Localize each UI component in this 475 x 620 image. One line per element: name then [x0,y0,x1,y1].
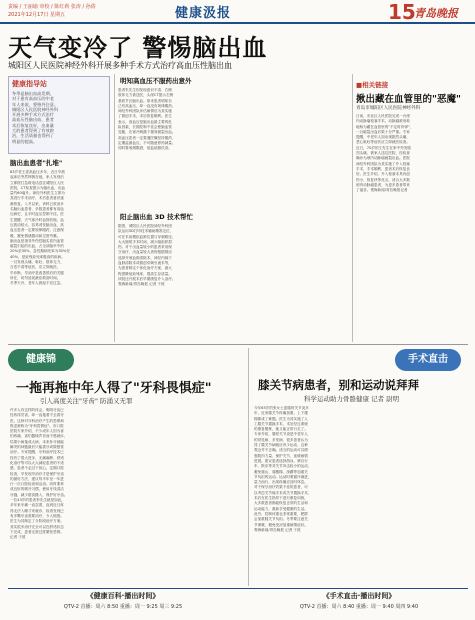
text-line: 量约60毫升。神经外科医生立即为 [10,191,65,196]
text-line: 的康复锻炼，她又能正常行走了。 [254,427,308,432]
text-line: 解决的问题最后只能拔牙或做根管 [10,445,64,450]
health-body [10,408,242,584]
column-divider [248,348,249,586]
text-line: 大的患者得到了有效救 [12,128,54,134]
text-line: 对于保守治疗效果不佳的患者，可 [254,485,308,490]
issue-date: 2021年12月17日 星期五 [8,12,66,18]
text-line: 量力而行，出现疼痛应及时休息。 [254,480,308,485]
section-body-1 [10,170,110,342]
text-line: 对于患有高血压的中老 [12,96,54,102]
text-line: 许多人有这样的体会，明明牙齿已 [10,408,64,412]
text-line: 烈头痛，被家人送往医院，经检查 [356,151,410,156]
main-subheadline: 城阳区人民医院神经外科开展多种手术方式治疗高血压性脑出血 [8,61,232,70]
text-line: 一位43岁的患者李先生就是如此， [10,498,65,503]
footer-left-title: 《健康百科·播出时间》 [86,592,160,600]
page-header [0,0,475,24]
text-line: 开展多种手术方式治疗 [12,112,54,118]
section-divider [8,344,468,345]
sidebar-headline: 揪出藏在血管里的"恶魔" [356,94,461,105]
editor-line: 责编 / 王丽瑜 审校 / 陈红莉 张涛 / 孙倩 [8,4,96,10]
text-line: 医。这种对牙科治疗产生的恐惧和 [10,418,64,423]
text-line: 其实很多治疗完全可以在舒适状态 [10,524,64,529]
section-title-1: 脑出血患者"扎堆" [10,159,63,167]
text-line: 好。医生介绍，介入栓塞术具有创 [356,172,410,177]
text-line: 强肌肉力量，保护关节，延缓病情 [254,453,308,458]
text-line: 得无法入睡才来就诊，检查发现已 [10,508,64,513]
text-line: 20%至30%，急性期病死率为30%至 [10,249,70,254]
text-line: 所在，切勿延误最佳救治时间。 [10,275,61,280]
text-line: 早诊断、早治疗是改善预后的关键 [10,270,64,275]
text-line: 一旦发现头痛、呕吐、肢体无力、 [10,260,64,265]
text-line: 脑出血是指非外伤性脑实质内血管 [10,238,64,243]
text-line: 城阳区人民医院神经外科 [12,106,59,112]
text-line: 程度降低致残率，提高生存质量。 [118,271,172,276]
text-line: 内动脉瘤栓塞手术。动脉瘤被形象 [356,119,410,124]
text-line: 感，患者不必过于担心。定期口腔 [10,466,64,471]
text-line: 选择开颅血肿清除术、神经内镜下 [118,255,172,260]
text-line: 伤。对于出血量较小的患者采用保 [118,245,172,250]
text-line: 下完成，患者无需过度紧张恐惧。 [10,529,64,534]
footer-left [8,591,238,610]
text-line: 观海新闻/青岛晚报 记者 于波 [118,282,165,287]
sidebar-subheadline: 青岛市城阳区人民医院神经外科 [356,106,421,111]
text-line: 险因素，长期控制不佳会使脑血管 [118,125,172,130]
text-line: 治疗。专家提醒，牙科治疗技术已 [10,450,64,455]
text-line: 手术，手术顺利，患者术后恢复良 [356,166,410,171]
text-line: 表示，高血压是脑出血最主要的危 [118,119,172,124]
text-line: 车、散步等对关节冲击较小的运动， [254,464,312,469]
section-body-2 [118,88,348,206]
text-line: 恶心呕吐等症状应立即就医检查。 [356,140,410,145]
text-line: 生提醒，天气寒冷时血管收缩，血 [10,217,64,222]
text-line: 其进行手术治疗，术后患者意识逐 [10,196,64,201]
page-number: 15 [388,0,416,24]
text-line: 节保暖，避免受凉加重病情症状。 [254,522,308,527]
text-line: 患者朱先生因发现意识不清、右侧 [118,88,172,92]
text-line: 冬季天冷，老年人晨起不宜过急。 [10,281,64,286]
text-line: 工膝关节置换手术，术后经过系统 [254,421,308,426]
text-line: 40%，是致残致死率极高的疾病。 [10,254,65,259]
text-line: 节负担的运动。运动时要循序渐进， [254,474,312,479]
footer-right-title: 《手术直击·播出时间》 [322,592,396,600]
text-line: 一旦破裂出血后果十分严重。专家 [356,129,410,134]
text-line: 己有高血压，却一直没有规律服药。 [118,103,176,108]
health-subheadline: 引人高度关注"牙齿" 防涌又无罪 [40,397,133,405]
text-line: 大多数患者都能恢复正常的生活和 [254,501,308,506]
text-line: 肢体无力被送医，头颅CT提示左侧 [118,93,174,98]
text-line: 立即拨打急救电话送往城阳区人民 [10,180,64,185]
text-line: 队运用3D打印技术辅助精准定位， [118,229,174,234]
text-line: 据悉，城阳区人民医院神经外科团 [118,224,172,228]
text-line: 专家介绍，膝骨关节炎是中老年人 [254,432,308,437]
text-line: 神经外科团队为其实施了介入栓塞 [356,161,410,166]
text-line: 为患者制定个体化治疗方案，最大 [118,266,172,271]
text-line: 守治疗，出血量较大者则根据情况 [118,250,172,255]
text-line: 近日，70岁的王先生在家中突发剧 [356,145,411,150]
column-divider [352,74,353,342]
text-line: 结果小病拖成大病，本来补牙就能 [10,439,64,444]
text-line: 起床后突然摔倒在地，家人发现后 [10,175,64,180]
surgery-body [254,406,468,584]
surgery-headline: 膝关节病患者，别和运动说拜拜 [258,378,419,392]
text-line: 血肿清除术或微创穿刺引流术等， [118,261,172,266]
text-line: 了福音。观海新闻/青岛晚报记者 [356,188,408,193]
text-line: 成良好的刷牙习惯，使用牙线清洁 [10,487,64,492]
text-line: 化治疗等可以大大减轻患者的不适 [10,460,64,465]
lede-tag: 健康指导站 [12,80,47,88]
text-line: 行一次口腔检查和洁治。同时要养 [10,482,64,487]
section-body-3 [118,224,348,336]
text-line: 定期监测血压，不可随意停药减量。 [118,140,176,145]
surgery-tag: 手术直击 [395,349,461,371]
text-line: 可在术前模拟血肿位置与穿刺路径， [118,234,176,239]
text-line: 神经外科团队评估病情后为其实施 [118,109,172,114]
text-line: 提醒，中老年人如出现剧烈头痛、 [356,135,410,140]
text-line: 梯都成了难题。医生为其实施了人 [254,416,308,421]
text-line: 的常见病、多发病，很多患者认为 [254,437,308,442]
text-line: 治，生活质量也得到了 [12,133,54,139]
footer-divider [8,588,468,589]
column-divider [114,74,115,342]
health-tag: 健康锦 [8,349,74,371]
text-line: 颅内动脉瘤患者，为更多患者带来 [356,182,410,187]
text-line: 医院专家介绍，不少成年人因为害 [10,429,64,434]
text-line: 多年来牙痛一直忍着，直到近日疼 [10,503,64,508]
text-line: 确诊为颅内动脉瘤破裂出血。医院 [356,156,410,161]
text-line: 以考虑关节镜手术或关节置换手术， [254,490,312,495]
text-line: 日前，市北区人民医院完成一台颅 [356,114,410,118]
text-line: 医院，CT检查提示为脑出血，出血 [10,185,66,190]
lede-text [12,91,107,151]
text-line: 医生为其制定了分阶段治疗方案。 [10,519,64,524]
text-line: 暖，避免情绪激动和过度劳累。 [10,233,61,238]
text-line: 术后恢复良好，出血量 [12,122,54,128]
text-line: 伤小、恢复快等优点，适合大多数 [356,177,410,182]
text-line: 83岁老王患高血压多年，近日早晨 [10,170,65,174]
text-line: 基底节区脑出血。原来患者明知自 [118,98,172,103]
footer-left-time: QTV-2 首播：周六 8:50 重播：周一 9:25 周三 9:25 [63,604,183,610]
text-line: 压波动较大，容易诱发脑出血，高 [10,222,64,227]
text-line: 今年65岁的张女士患膝骨关节炎多 [254,406,309,410]
text-line: 年，近来膝关节疼痛加重，上下楼 [254,411,308,416]
text-line: 检查，早发现早治疗才是保护牙齿 [10,471,64,476]
text-line: 明显的提高。 [12,138,38,144]
text-line: 牙缝，减少甜食摄入，保护好牙齿。 [10,492,68,497]
text-line: 渐恢复。入冬以来，该科已收治多 [10,201,64,206]
surgery-subheadline: 科学运动助力骨骼健康 记者 尉明 [304,395,400,403]
text-line: 同时要戒烟限酒，低盐低脂饮食。 [118,146,172,151]
main-headline: 天气变冷了 警惕脑出血 [8,33,268,62]
text-line: 了微创手术，术后恢复顺利。医生 [118,114,172,119]
section-title-3: 阳止脑出血 3D 技术帮忙 [120,213,193,221]
text-line: 名脑出血患者，多数患者都有高血 [10,207,64,212]
text-line: 变脆，在寒冷刺激下极易破裂出血。 [118,130,176,135]
text-line: 怕疼痛、害怕器械声音而不愿就诊， [10,434,68,439]
text-line: 会加重膝关节负担。冬季要注意关 [254,517,308,522]
section-title: 健康汲报 [175,6,232,21]
text-line: 血压患者一定要规律服药，注意保 [10,228,64,233]
text-line: 冬季是脑出血高发期， [12,91,54,96]
section-title-2: 明知高血压不服药出意外 [120,77,192,85]
text-line: 压病史，且平时血压控制不佳。医 [10,212,64,217]
sidebar-body [356,114,468,336]
text-line: 言语不清等症状，应立即就医。 [10,265,61,270]
text-line: 大大缩短手术时间，减少脑组织损 [118,239,172,244]
text-line: 有多颗牙齿需要治疗，令人惋惜。 [10,513,64,518]
text-line: 避免爬山、爬楼梯、深蹲等加重关 [254,469,308,474]
text-line: 经有了很大进步，无痛麻醉、舒适 [10,455,64,460]
text-line: 运动能力，重新享受健康的生活。 [254,506,308,511]
text-line: 观海新闻/青岛晚报 记者 于波 [254,527,301,532]
editor-credits [8,3,96,19]
text-line: 得了膝关节病就应该少运动，这种 [254,443,308,448]
text-line: 进展。建议患者选择游泳、骑自行 [254,458,308,463]
text-line: 的最好方法，建议每半年至一年进 [10,476,64,481]
related-link-tag: ■相关链接 [356,81,389,89]
text-line: 高血压患者一定要遵医嘱坚持服药， [118,135,176,140]
newspaper-logo: 青岛晚报 [414,7,458,20]
text-line: 经疼得厉害，却一直拖着不去看牙 [10,413,64,418]
footer-right [244,591,474,610]
text-line: 术后在医生指导下进行康复训练， [254,496,308,501]
text-line: 该院还开展术后早期康复介入治疗。 [118,276,176,281]
text-line: 此外，控制体重也非常重要，肥胖 [254,511,308,516]
text-line: 观念并不正确。适当的运动可以增 [254,448,308,453]
text-line: 焦虑被称为"牙科畏惧症"。市口腔 [10,423,64,428]
text-line: 高血压性脑出血，患者 [12,117,54,123]
text-line: 地称为藏在血管里的"不定时炸弹"， [356,124,414,129]
text-line: 破裂引起的出血，占全部脑卒中的 [10,244,64,249]
health-headline: 一拖再拖中年人得了"牙科畏惧症" [16,381,212,396]
text-line: 年人来说，要格外注意。 [12,101,59,107]
footer-right-time: QTV-2 首播：周六 8:40 重播：周一 9:40 周四 9:40 [299,604,419,610]
text-line: 记者 于波 [10,535,26,540]
